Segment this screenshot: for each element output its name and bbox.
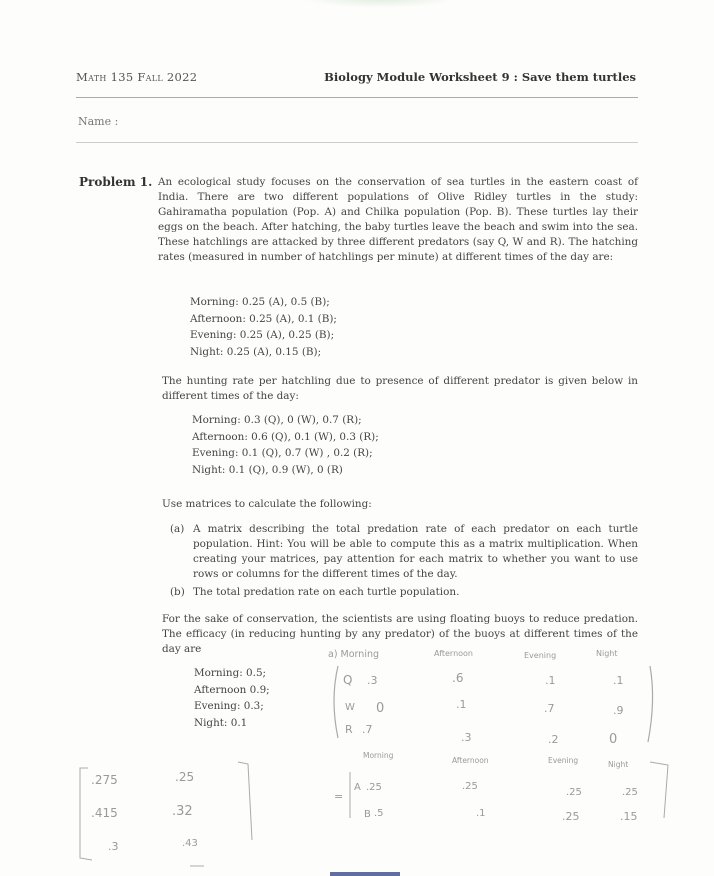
hw-m2-a-evening: .25 (566, 787, 582, 798)
hw-m2-a-morning: .25 (366, 782, 382, 793)
hw-result-r1c1: .275 (91, 773, 118, 787)
hw-m2-b-night: .15 (620, 810, 638, 823)
instruction-text: Use matrices to calculate the following: (162, 498, 372, 510)
hw-m1-w-evening: .7 (544, 702, 555, 715)
hw-matrix1-right-bracket (648, 666, 653, 742)
hw-m1-q-evening: .1 (545, 674, 556, 687)
hunting-rate-evening: Evening: 0.1 (Q), 0.7 (W) , 0.2 (R); (192, 447, 373, 459)
hw-m2-col-morning: Morning (363, 751, 394, 760)
hunting-rate-night: Night: 0.1 (Q), 0.9 (W), 0 (R) (192, 463, 343, 476)
hw-matrix1-left-bracket (334, 666, 338, 738)
efficacy-evening: Evening: 0.3; (194, 700, 264, 712)
hw-m1-r-evening: .2 (548, 733, 559, 746)
hw-matrix2-right-bracket (650, 762, 668, 818)
worksheet-title: Biology Module Worksheet 9 : Save them turtles (324, 70, 636, 84)
part-b-marker: (b) (170, 586, 185, 598)
hw-row-a: A (354, 782, 361, 793)
hunting-intro: The hunting rate per hatchling due to presence of different predator is given below in different times of the day: (162, 375, 638, 402)
hw-row-r: R (345, 723, 353, 736)
hw-m2-col-evening: Evening (548, 756, 579, 765)
efficacy-night: Night: 0.1 (194, 716, 248, 729)
hatching-rate-afternoon: Afternoon: 0.25 (A), 0.1 (B); (190, 312, 337, 325)
hw-row-w: W (345, 702, 355, 713)
hw-result-r2c1: .415 (91, 806, 118, 820)
part-b-text: The total predation rate on each turtle population. (193, 586, 460, 598)
hw-result-right-bracket (238, 762, 252, 840)
hw-col-header-evening: Evening (524, 651, 557, 660)
hw-result-r1c2: .25 (175, 770, 195, 784)
hatching-rate-night: Night: 0.25 (A), 0.15 (B); (190, 345, 322, 358)
hw-m1-q-night: .1 (613, 674, 624, 687)
scan-edge-artifact (330, 872, 400, 876)
hw-m2-a-night: .25 (622, 787, 638, 798)
part-a-marker: (a) (170, 523, 185, 535)
course-label: Math 135 Fall 2022 (76, 70, 198, 84)
hatching-rate-morning: Morning: 0.25 (A), 0.5 (B); (190, 296, 330, 308)
hw-m2-b-afternoon: .1 (476, 808, 486, 819)
hw-col-header-afternoon: Afternoon (434, 649, 473, 658)
hunting-rate-afternoon: Afternoon: 0.6 (Q), 0.1 (W), 0.3 (R); (192, 430, 379, 443)
hw-m1-r-night: 0 (609, 732, 618, 747)
hw-result-r3c1: .3 (108, 840, 119, 853)
hw-label-a: a) Morning (328, 649, 380, 660)
part-a-text: A matrix describing the total predation rate of each predator on each turtle population. Hint: You will be able to compute this as a matrix multiplication. When creating your matrices, pay attention for each matrix to whether you want to use rows or columns for the different times of the day. (193, 523, 638, 580)
hw-m1-w-morning: 0 (376, 701, 385, 716)
hw-m1-w-night: .9 (613, 704, 624, 717)
efficacy-afternoon: Afternoon 0.9; (194, 683, 270, 696)
hw-m1-q-morning: .3 (367, 674, 378, 687)
hw-m2-a-afternoon: .25 (462, 781, 478, 792)
hw-m1-q-afternoon: .6 (452, 671, 464, 685)
efficacy-morning: Morning: 0.5; (194, 667, 267, 679)
hw-m2-b-evening: .25 (562, 810, 580, 823)
hw-m2-col-night: Night (608, 760, 629, 769)
hw-m1-r-afternoon: .3 (461, 731, 472, 744)
hatching-rate-evening: Evening: 0.25 (A), 0.25 (B); (190, 329, 335, 341)
name-label: Name : (78, 115, 119, 128)
hw-row-b: B (364, 809, 371, 820)
hw-result-r3c2: .43 (182, 838, 198, 849)
hw-m2-col-afternoon: Afternoon (452, 756, 489, 765)
hw-equals-sign: = (334, 790, 344, 803)
buoy-intro: For the sake of conservation, the scientists are using floating buoys to reduce predation. The efficacy (in reducing hunting by any predator) of the buoys at different times of the day are (162, 613, 638, 655)
problem-label: Problem 1. (79, 175, 153, 189)
problem-intro: An ecological study focuses on the conservation of sea turtles in the eastern coast of India. There are two different populations of Olive Ridley turtles in the study: Gahiramatha population (Pop. A) and Chilka population (Pop. B). These turtles lay their eggs on the beach. After hatching, the baby turtles leave the beach and swim into the sea. These hatchlings are attacked by three different predators (say Q, W and R). The hatching rates (measured in number of hatchlings per minute) at different times of the day are: (158, 176, 638, 263)
hw-m1-w-afternoon: .1 (456, 698, 467, 711)
hunting-rate-morning: Morning: 0.3 (Q), 0 (W), 0.7 (R); (192, 414, 362, 426)
hw-m2-b-morning: .5 (374, 808, 384, 819)
hw-col-header-night: Night (596, 649, 618, 658)
hw-row-q: Q (343, 673, 353, 687)
hw-m1-r-morning: .7 (362, 723, 373, 736)
hw-result-r2c2: .32 (172, 804, 193, 819)
